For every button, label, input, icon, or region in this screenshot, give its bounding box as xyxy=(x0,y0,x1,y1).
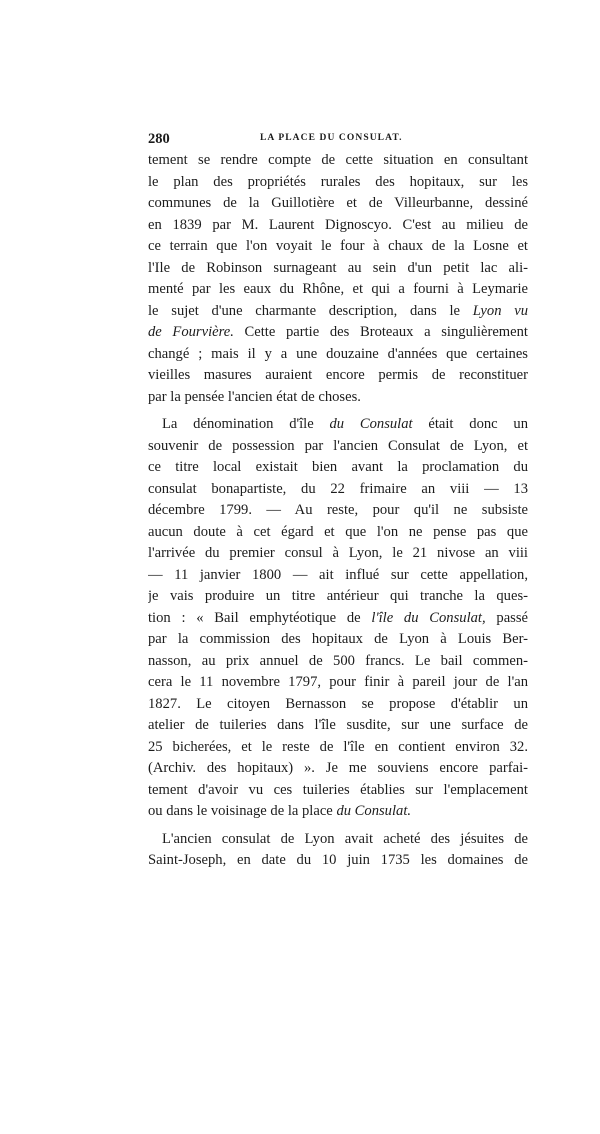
text-segment: — 11 janvier 1800 — ait influé sur cette appellation, xyxy=(148,566,528,583)
text-line xyxy=(148,322,528,344)
text-segment: menté par les eaux du Rhône, et qui a fourni à Leymarie xyxy=(148,281,528,297)
text-segment: par la pensée l'ancien état de choses. xyxy=(148,388,361,405)
text-line xyxy=(148,457,528,479)
text-segment: souvenir de possession par l'ancien Consulat de Lyon, et xyxy=(148,437,528,454)
text-segment: 25 bicherées, et le reste de l'île en contient environ 32. xyxy=(148,738,528,755)
text-segment: par la commission des hopitaux de Lyon à Louis Ber- xyxy=(148,631,528,647)
text-segment: aucun doute à cet égard et que l'on ne pense pas que xyxy=(148,523,528,540)
text-line xyxy=(148,651,528,673)
text-segment: (Archiv. des hopitaux) ». Je me souviens encore parfai- xyxy=(148,760,528,776)
text-segment: 1827. Le citoyen Bernasson se propose d'établir un xyxy=(148,695,528,712)
text-segment: l'Ile de Robinson surnageant au sein d'un petit lac ali- xyxy=(148,259,528,276)
text-line xyxy=(148,258,528,280)
text-segment: communes de la Guillotière et de Villeurbanne, dessiné xyxy=(148,195,528,211)
text-line xyxy=(148,543,528,565)
text-line xyxy=(148,629,528,651)
text-segment: nasson, au prix annuel de 500 francs. Le bail commen- xyxy=(148,652,528,669)
text-segment: L'ancien consulat de Lyon avait acheté des jésuites de xyxy=(162,830,528,847)
text-line xyxy=(148,236,528,258)
text-segment: vieilles masures auraient encore permis de reconstituer xyxy=(148,367,528,383)
text-segment: La dénomination d'île xyxy=(162,416,330,432)
text-segment: ce terrain que l'on voyait le four à chaux de la Losne et xyxy=(148,238,528,254)
italic-text: du Consulat xyxy=(329,416,413,432)
text-segment: décembre 1799. — Au reste, pour qu'il ne subsiste xyxy=(148,502,528,518)
text-line xyxy=(148,279,528,301)
text-line xyxy=(148,850,528,872)
running-title: LA PLACE DU CONSULAT. xyxy=(260,133,403,143)
text-line xyxy=(148,715,528,737)
italic-text: de Fourvière. xyxy=(148,324,234,340)
text-segment: était donc un xyxy=(412,416,528,432)
text-line xyxy=(148,414,528,436)
text-line xyxy=(148,193,528,215)
text-line xyxy=(148,436,528,458)
text-segment: cera le 11 novembre 1797, pour finir à pareil jour de l'an xyxy=(148,674,528,690)
text-line xyxy=(148,586,528,608)
text-line xyxy=(148,500,528,522)
text-line xyxy=(148,608,528,630)
text-segment: consulat bonapartiste, du 22 frimaire an viii — 13 xyxy=(148,480,528,497)
text-segment: Cette partie des Broteaux a singulièrement xyxy=(233,324,528,340)
text-segment: atelier de tuileries dans l'île susdite, sur une surface de xyxy=(148,717,528,733)
text-line xyxy=(148,301,528,323)
text-line xyxy=(148,801,528,823)
text-line xyxy=(148,672,528,694)
text-line xyxy=(148,694,528,716)
text-line xyxy=(148,737,528,759)
running-head xyxy=(148,131,528,149)
text-segment: tion : « Bail emphytéotique de xyxy=(148,609,372,626)
text-line xyxy=(148,758,528,780)
text-line xyxy=(148,215,528,237)
text-segment: le plan des propriétés rurales des hopitaux, sur les xyxy=(148,173,528,190)
text-segment: tement se rendre compte de cette situation en consultant xyxy=(148,152,528,168)
text-line xyxy=(148,829,528,851)
text-line xyxy=(148,479,528,501)
italic-text: l'île du Consulat, xyxy=(371,609,486,626)
page-number: 280 xyxy=(148,131,170,147)
text-segment: ce titre local existait bien avant la proclamation du xyxy=(148,459,528,475)
text-segment: tement d'avoir vu ces tuileries établies sur l'emplacement xyxy=(148,781,528,798)
text-segment: je vais produire un titre antérieur qui tranche la ques- xyxy=(148,588,528,604)
text-line xyxy=(148,565,528,587)
text-segment: l'arrivée du premier consul à Lyon, le 21 nivose an viii xyxy=(148,545,528,561)
text-segment: Saint-Joseph, en date du 10 juin 1735 les domaines de xyxy=(148,852,528,868)
text-line xyxy=(148,344,528,366)
text-line xyxy=(148,522,528,544)
text-segment: changé ; mais il y a une douzaine d'années que certaines xyxy=(148,345,528,362)
body-text xyxy=(148,150,528,872)
text-line xyxy=(148,365,528,387)
text-segment: le sujet d'une charmante description, dans le xyxy=(148,302,473,319)
italic-text: du Consulat. xyxy=(336,803,412,819)
text-line xyxy=(148,172,528,194)
text-segment: en 1839 par M. Laurent Dignoscyo. C'est au milieu de xyxy=(148,216,528,233)
italic-text: Lyon vu xyxy=(472,302,528,319)
text-segment: passé xyxy=(485,609,528,626)
text-segment: ou dans le voisinage de la place xyxy=(148,803,337,819)
text-line xyxy=(148,387,528,409)
text-line xyxy=(148,780,528,802)
text-line xyxy=(148,150,528,172)
